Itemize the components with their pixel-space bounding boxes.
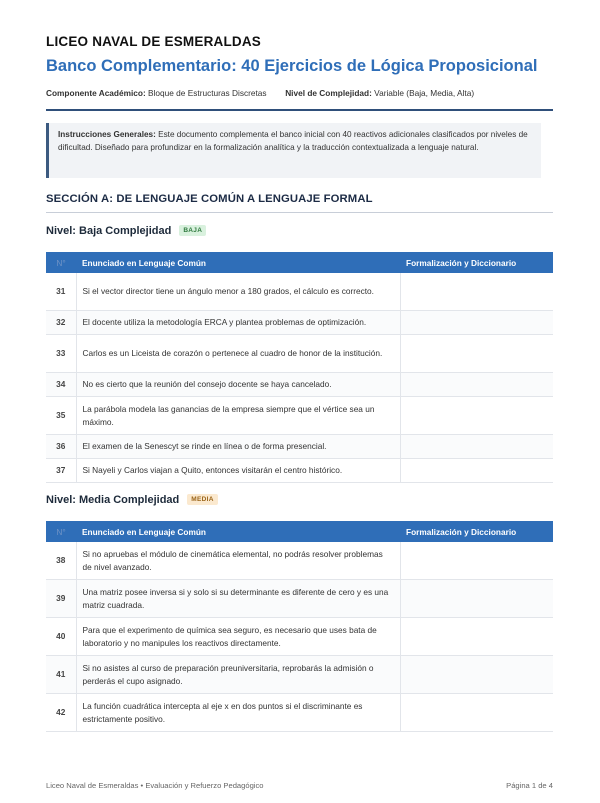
instructions-box xyxy=(46,123,541,178)
table-row xyxy=(46,580,553,618)
level-low-badge: BAJA xyxy=(179,225,206,236)
formalization-cell[interactable] xyxy=(400,373,553,397)
table-row xyxy=(46,335,553,373)
col-header-statement: Enunciado en Lenguaje Común xyxy=(76,252,400,273)
document-meta xyxy=(46,88,474,98)
instructions-label: Instrucciones Generales: xyxy=(58,130,156,139)
formalization-cell[interactable] xyxy=(400,273,553,311)
formalization-cell[interactable] xyxy=(400,459,553,483)
col-header-number: N° xyxy=(46,521,76,542)
level-mid-badge: MEDIA xyxy=(187,494,217,505)
table-header-row xyxy=(46,521,553,542)
exercise-statement: Si no apruebas el módulo de cinemática elemental, no podrás resolver problemas de nivel avanzado. xyxy=(76,542,400,580)
document-title: Banco Complementario: 40 Ejercicios de Lógica Proposicional xyxy=(46,57,538,75)
exercise-number: 39 xyxy=(46,580,76,618)
formalization-cell[interactable] xyxy=(400,618,553,656)
exercise-statement: La función cuadrática intercepta al eje x en dos puntos si el discriminante es estrictamente positivo. xyxy=(76,694,400,732)
exercise-number: 31 xyxy=(46,273,76,311)
formalization-cell[interactable] xyxy=(400,397,553,435)
page-footer xyxy=(46,781,553,790)
col-header-formalization: Formalización y Diccionario xyxy=(400,252,553,273)
exercise-number: 42 xyxy=(46,694,76,732)
exercise-statement: El docente utiliza la metodología ERCA y plantea problemas de optimización. xyxy=(76,311,400,335)
formalization-cell[interactable] xyxy=(400,694,553,732)
table-row xyxy=(46,618,553,656)
exercise-number: 33 xyxy=(46,335,76,373)
formalization-cell[interactable] xyxy=(400,335,553,373)
level-mid-heading xyxy=(46,494,218,506)
exercise-number: 32 xyxy=(46,311,76,335)
exercise-number: 35 xyxy=(46,397,76,435)
exercise-number: 38 xyxy=(46,542,76,580)
component-label: Componente Académico: xyxy=(46,88,146,98)
exercise-number: 37 xyxy=(46,459,76,483)
exercise-statement: Para que el experimento de química sea seguro, es necesario que uses bata de laboratorio y no manipules los reactivos directamente. xyxy=(76,618,400,656)
table-row xyxy=(46,435,553,459)
table-row xyxy=(46,397,553,435)
school-name: LICEO NAVAL DE ESMERALDAS xyxy=(46,34,262,49)
table-header-row xyxy=(46,252,553,273)
formalization-cell[interactable] xyxy=(400,656,553,694)
exercise-statement: No es cierto que la reunión del consejo docente se haya cancelado. xyxy=(76,373,400,397)
col-header-formalization: Formalización y Diccionario xyxy=(400,521,553,542)
header-divider xyxy=(46,109,553,111)
component-value: Bloque de Estructuras Discretas xyxy=(148,88,267,98)
exercise-number: 40 xyxy=(46,618,76,656)
footer-left-text: Liceo Naval de Esmeraldas • Evaluación y Refuerzo Pedagógico xyxy=(46,781,264,790)
exercise-statement: El examen de la Senescyt se rinde en línea o de forma presencial. xyxy=(76,435,400,459)
instructions-text: Este documento complementa el banco inicial con 40 reactivos adicionales clasificados por niveles de dificultad. Diseñado para profundizar en la formalización analítica y la traducción contextualizada a lenguaje natural. xyxy=(58,130,528,152)
complexity-value: Variable (Baja, Media, Alta) xyxy=(374,88,475,98)
table-row xyxy=(46,273,553,311)
formalization-cell[interactable] xyxy=(400,542,553,580)
exercise-statement: La parábola modela las ganancias de la empresa siempre que el vértice sea un máximo. xyxy=(76,397,400,435)
table-row xyxy=(46,542,553,580)
table-row xyxy=(46,694,553,732)
level-low-heading xyxy=(46,225,206,237)
table-row xyxy=(46,656,553,694)
exercise-number: 36 xyxy=(46,435,76,459)
col-header-statement: Enunciado en Lenguaje Común xyxy=(76,521,400,542)
level-low-title: Nivel: Baja Complejidad xyxy=(46,225,172,237)
section-a-title: SECCIÓN A: DE LENGUAJE COMÚN A LENGUAJE FORMAL xyxy=(46,193,373,205)
formalization-cell[interactable] xyxy=(400,580,553,618)
table-row xyxy=(46,459,553,483)
exercise-number: 41 xyxy=(46,656,76,694)
level-mid-title: Nivel: Media Complejidad xyxy=(46,494,180,506)
page-number: Página 1 de 4 xyxy=(506,781,553,790)
formalization-cell[interactable] xyxy=(400,435,553,459)
section-divider xyxy=(46,212,553,213)
exercise-statement: Si Nayeli y Carlos viajan a Quito, entonces visitarán el centro histórico. xyxy=(76,459,400,483)
exercise-statement: Una matriz posee inversa si y solo si su determinante es diferente de cero y es una matriz cuadrada. xyxy=(76,580,400,618)
complexity-label: Nivel de Complejidad: xyxy=(285,88,372,98)
exercise-table-mid xyxy=(46,521,553,732)
exercise-table-low xyxy=(46,252,553,483)
table-row xyxy=(46,311,553,335)
table-row xyxy=(46,373,553,397)
exercise-statement: Si no asistes al curso de preparación preuniversitaria, reprobarás la admisión o perderás el cupo asignado. xyxy=(76,656,400,694)
col-header-number: N° xyxy=(46,252,76,273)
exercise-statement: Carlos es un Liceista de corazón o pertenece al cuadro de honor de la institución. xyxy=(76,335,400,373)
exercise-number: 34 xyxy=(46,373,76,397)
formalization-cell[interactable] xyxy=(400,311,553,335)
exercise-statement: Si el vector director tiene un ángulo menor a 180 grados, el cálculo es correcto. xyxy=(76,273,400,311)
